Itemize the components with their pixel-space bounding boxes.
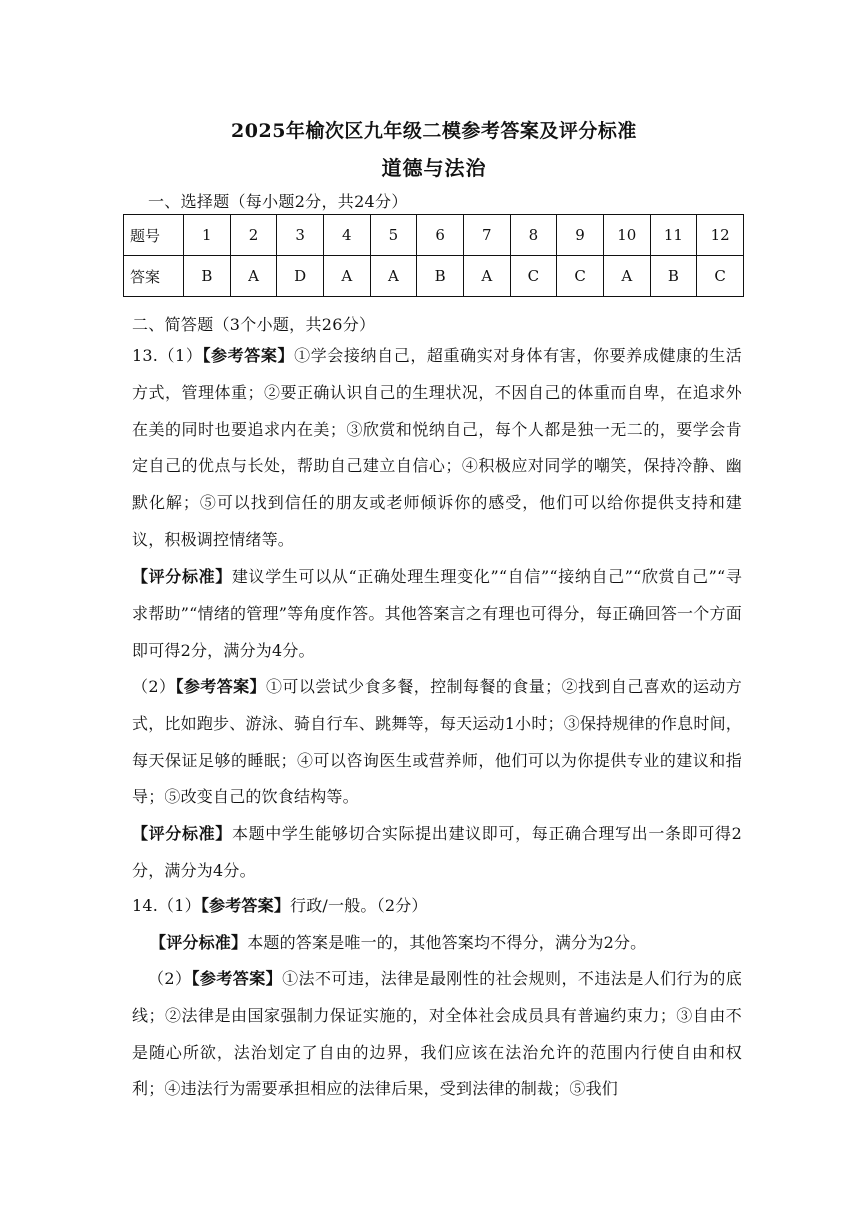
reference-answer-tag: 【参考答案】 [200, 896, 291, 915]
scoring-criteria-tag: 【评分标准】 [132, 824, 232, 843]
answer-cell: A [230, 256, 277, 297]
question-number: 7 [463, 215, 510, 256]
answer-cell: C [697, 256, 744, 297]
reference-answer-tag: 【参考答案】 [202, 346, 295, 365]
question-number: 8 [510, 215, 557, 256]
answer-cell: C [557, 256, 604, 297]
q14-part1-text: 行政/一般。（2分） [290, 896, 428, 915]
q13-part2-answer [132, 669, 742, 816]
question-number: 12 [697, 215, 744, 256]
q13-part1-answer [132, 338, 742, 559]
q13-part1-scoring-text: 建议学生可以从“正确处理生理变化”“自信”“接纳自己”“欣赏自己”“寻求帮助”“情绪的管理”等角度作答。其他答案言之有理也可得分，每正确回答一个方面即可得2分，满分为4分。 [132, 567, 743, 660]
section-heading-short-answer: 二、简答题（3个小题，共26分） [132, 315, 376, 334]
q13-part2-scoring-text: 本题中学生能够切合实际提出建议即可，每正确合理写出一条即可得2分，满分为4分。 [132, 824, 742, 880]
q14-part1-answer [132, 888, 742, 925]
reference-answer-tag: 【参考答案】 [175, 677, 266, 696]
question-number: 6 [417, 215, 464, 256]
question-number: 3 [277, 215, 324, 256]
question-number: 9 [557, 215, 604, 256]
q14-part1-scoring-text: 本题的答案是唯一的，其他答案均不得分，满分为2分。 [247, 933, 647, 952]
question-number-row [124, 215, 744, 256]
section-heading-choice: 一、选择题（每小题2分，共24分） [148, 192, 408, 211]
question-number: 11 [650, 215, 697, 256]
q13-part1-scoring [132, 559, 742, 669]
scoring-criteria-tag: 【评分标准】 [132, 567, 232, 586]
question-number: 5 [370, 215, 417, 256]
q14-part1-prefix: 14.（1） [132, 896, 201, 915]
q13-part1-text: ①学会接纳自己，超重确实对身体有害，你要养成健康的生活方式，管理体重；②要正确认识自己的生理状况，不因自己的体重而自卑，在追求外在美的同时也要追求内在美；③欣赏和悦纳自己，每个人都是独一无二的，要学会肯定自己的优点与长处，帮助自己建立自信心；④积极应对同学的嘲笑，保持冷静、幽默化解；⑤可以找到信任的朋友或老师倾诉你的感受，他们可以给你提供支持和建议，积极调控情绪等。 [132, 346, 743, 549]
scoring-criteria-tag: 【评分标准】 [150, 933, 248, 952]
answer-cell: A [323, 256, 370, 297]
q13-part1-prefix: 13.（1） [132, 346, 203, 365]
answer-row [124, 256, 744, 297]
answer-cell: D [277, 256, 324, 297]
question-number: 1 [184, 215, 231, 256]
reference-answer-tag: 【参考答案】 [191, 969, 283, 988]
q13-part2-scoring [132, 816, 742, 890]
q14-part1-scoring [150, 925, 742, 962]
question-number: 4 [323, 215, 370, 256]
row-label-number: 题号 [124, 215, 184, 256]
question-number: 2 [230, 215, 277, 256]
answer-cell: B [417, 256, 464, 297]
answer-cell: A [463, 256, 510, 297]
q13-part2-prefix: （2） [132, 677, 176, 696]
answer-cell: C [510, 256, 557, 297]
answer-table [123, 214, 744, 297]
subject-title: 道德与法治 [381, 156, 487, 180]
answer-cell: B [650, 256, 697, 297]
question-number: 10 [603, 215, 650, 256]
q13-part2-text: ①可以尝试少食多餐，控制每餐的食量；②找到自己喜欢的运动方式，比如跑步、游泳、骑自行车、跳舞等，每天运动1小时；③保持规律的作息时间，每天保证足够的睡眠；④可以咨询医生或营养师，他们可以为你提供专业的建议和指导；⑤改变自己的饮食结构等。 [132, 677, 742, 807]
q14-part2-prefix: （2） [148, 969, 192, 988]
answer-cell: A [370, 256, 417, 297]
row-label-answer: 答案 [124, 256, 184, 297]
q14-part2-answer [132, 961, 742, 1108]
answer-cell: B [184, 256, 231, 297]
answer-cell: A [603, 256, 650, 297]
page-title: 2025年榆次区九年级二模参考答案及评分标准 [231, 120, 637, 142]
q14-part2-text: ①法不可违，法律是最刚性的社会规则，不违法是人们行为的底线；②法律是由国家强制力保证实施的，对全体社会成员具有普遍约束力；③自由不是随心所欲，法治划定了自由的边界，我们应该在法治允许的范围内行使自由和权利；④违法行为需要承担相应的法律后果，受到法律的制裁；⑤我们 [132, 969, 742, 1099]
